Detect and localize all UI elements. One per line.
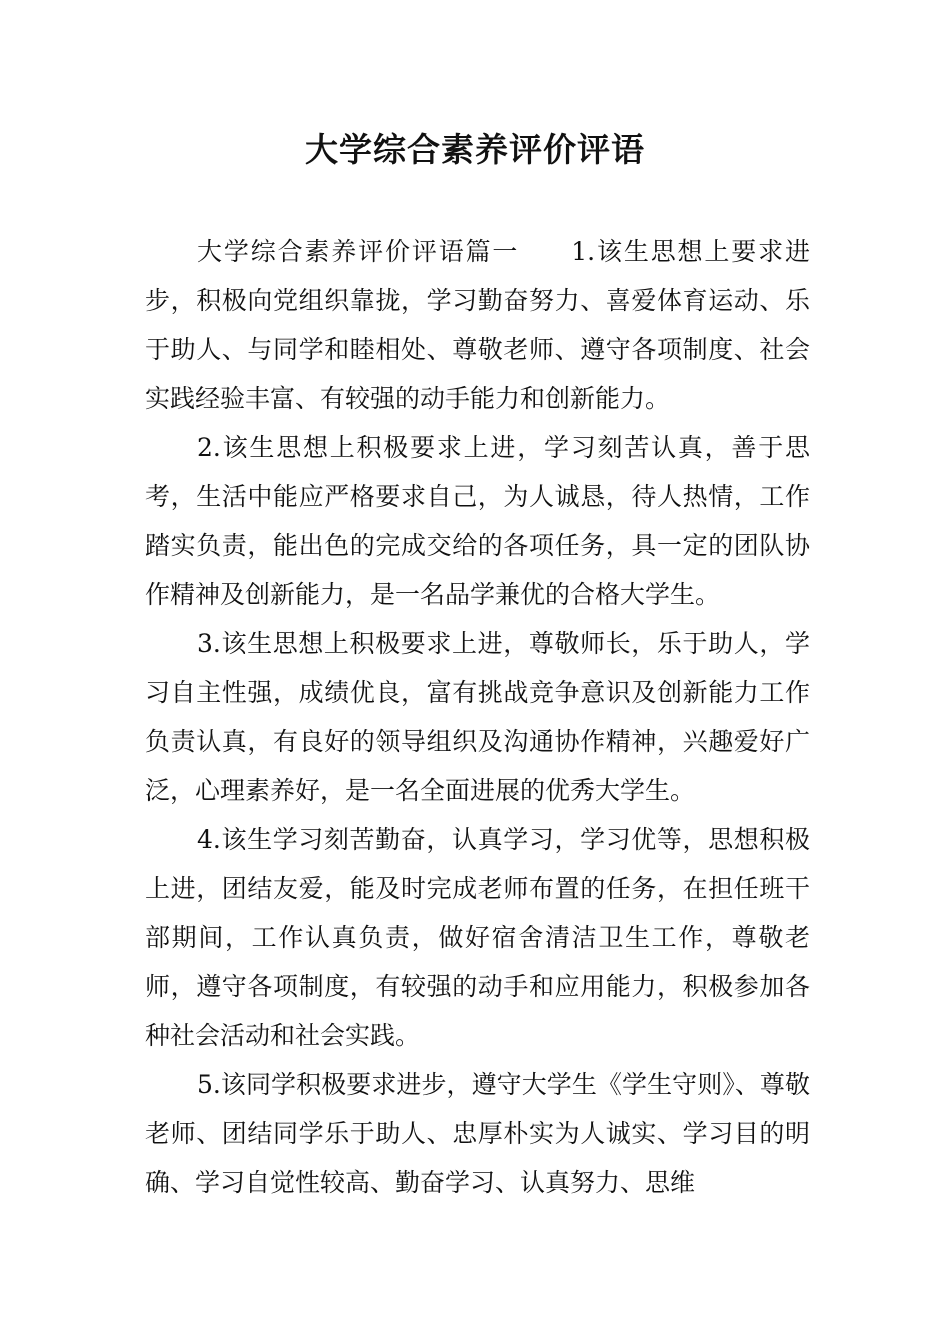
paragraph-2: 2.该生思想上积极要求上进，学习刻苦认真，善于思考，生活中能应严格要求自己，为人诚恳，待人热情，工作踏实负责，能出色的完成交给的各项任务，具一定的团队协作精神及创新能力，是一名品学兼优的合格大学生。 bbox=[145, 433, 810, 609]
paragraph-4: 4.该生学习刻苦勤奋，认真学习，学习优等，思想积极上进，团结友爱，能及时完成老师布置的任务，在担任班干部期间，工作认真负责，做好宿舍清洁卫生工作，尊敬老师，遵守各项制度，有较强的动手和应用能力，积极参加各种社会活动和社会实践。 bbox=[145, 825, 810, 1050]
paragraph-1-text: 1.该生思想上要求进步，积极向党组织靠拢，学习勤奋努力、喜爱体育运动、乐于助人、与同学和睦相处、尊敬老师、遵守各项制度、社会实践经验丰富、有较强的动手能力和创新能力。 bbox=[145, 237, 810, 413]
document-body bbox=[145, 227, 810, 1207]
paragraph-5: 5.该同学积极要求进步，遵守大学生《学生守则》、尊敬老师、团结同学乐于助人、忠厚朴实为人诚实、学习目的明确、学习自觉性较高、勤奋学习、认真努力、思维 bbox=[145, 1070, 810, 1197]
paragraph-3: 3.该生思想上积极要求上进，尊敬师长，乐于助人，学习自主性强，成绩优良，富有挑战竞争意识及创新能力工作负责认真，有良好的领导组织及沟通协作精神，兴趣爱好广泛，心理素养好，是一名全面进展的优秀大学生。 bbox=[145, 629, 810, 805]
intro-heading: 大学综合素养评价评语篇一 bbox=[197, 237, 520, 266]
paragraph-1 bbox=[145, 227, 810, 423]
document-title: 大学综合素养评价评语 bbox=[305, 130, 645, 169]
